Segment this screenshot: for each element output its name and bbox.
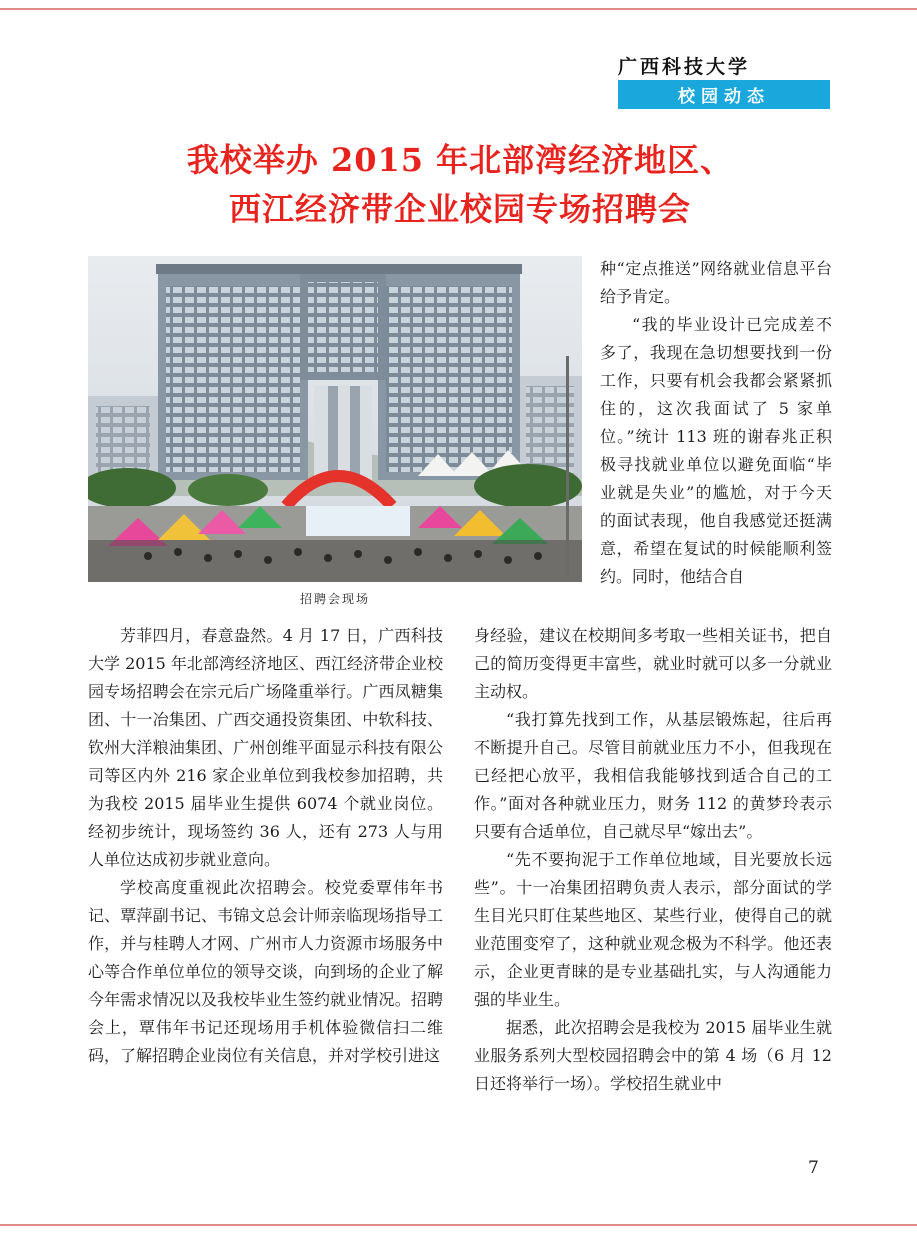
right-column-top xyxy=(600,255,832,591)
paragraph: 学校高度重视此次招聘会。校党委覃伟年书记、覃萍副书记、韦锦文总会计师亲临现场指导工作，并与桂聘人才网、广州市人力资源市场服务中心等合作单位单位的领导交谈，向到场的企业了解今年需求情况以及我校毕业生签约就业情况。招聘会上，覃伟年书记还现场用手机体验微信扫二维码，了解招聘企业岗位有关信息，并对学校引进这 xyxy=(88,878,443,1065)
photo-caption: 招聘会现场 xyxy=(299,592,370,606)
paragraph: 据悉，此次招聘会是我校为 2015 届毕业生就业服务系列大型校园招聘会中的第 4 场（6 月 12 日还将举行一场）。学校招生就业中 xyxy=(474,1018,832,1093)
article-title xyxy=(120,136,800,234)
top-rule xyxy=(0,8,917,10)
left-column xyxy=(88,622,443,1070)
paragraph: “我的毕业设计已完成差不多了，我现在急切想要找到一份工作，只要有机会我都会紧紧抓住的，这次我面试了 5 家单位。”统计 113 班的谢春兆正积极寻找就业单位以避免面临“毕业就是失业”的尴尬，对于今天的面试表现，他自我感觉还挺满意，希望在复试的时候能顺利签约。同时，他结合自 xyxy=(600,315,832,586)
bottom-rule xyxy=(0,1224,917,1226)
job-fair-photo xyxy=(88,256,582,582)
paragraph: 种“定点推送”网络就业信息平台给予肯定。 xyxy=(600,259,832,306)
title-line-2: 西江经济带企业校园专场招聘会 xyxy=(228,190,691,228)
page-number: 7 xyxy=(808,1158,819,1178)
paragraph: 身经验，建议在校期间多考取一些相关证书，把自己的简历变得更丰富些，就业时就可以多一分就业主动权。 xyxy=(474,626,832,701)
section-banner: 校园动态 xyxy=(618,80,830,109)
publication-name: 广西科技大学 xyxy=(618,56,751,78)
title-line-1: 我校举办 2015 年北部湾经济地区、 xyxy=(186,141,734,179)
paragraph: “先不要拘泥于工作单位地域，目光要放长远些”。十一冶集团招聘负责人表示，部分面试的学生目光只盯住某些地区、某些行业，使得自己的就业范围变窄了，这种就业观念极为不科学。他还表示，企业更青睐的是专业基础扎实，与人沟通能力强的毕业生。 xyxy=(474,850,832,1009)
right-column-bottom xyxy=(474,622,832,1098)
paragraph: “我打算先找到工作，从基层锻炼起，往后再不断提升自己。尽管目前就业压力不小，但我现在已经把心放平，我相信我能够找到适合自己的工作。”面对各种就业压力，财务 112 的黄梦玲表示只要有合适单位，自己就尽早“嫁出去”。 xyxy=(474,710,832,841)
paragraph: 芳菲四月，春意盎然。4 月 17 日，广西科技大学 2015 年北部湾经济地区、西江经济带企业校园专场招聘会在宗元后广场隆重举行。广西凤糖集团、十一冶集团、广西交通投资集团、中软科技、钦州大洋粮油集团、广州创维平面显示科技有限公司等区内外 216 家企业单位到我校参加招聘，共为我校 2015 届毕业生提供 6074 个就业岗位。经初步统计，现场签约 36 人，还有 273 人与用人单位达成初步就业意向。 xyxy=(88,626,443,869)
